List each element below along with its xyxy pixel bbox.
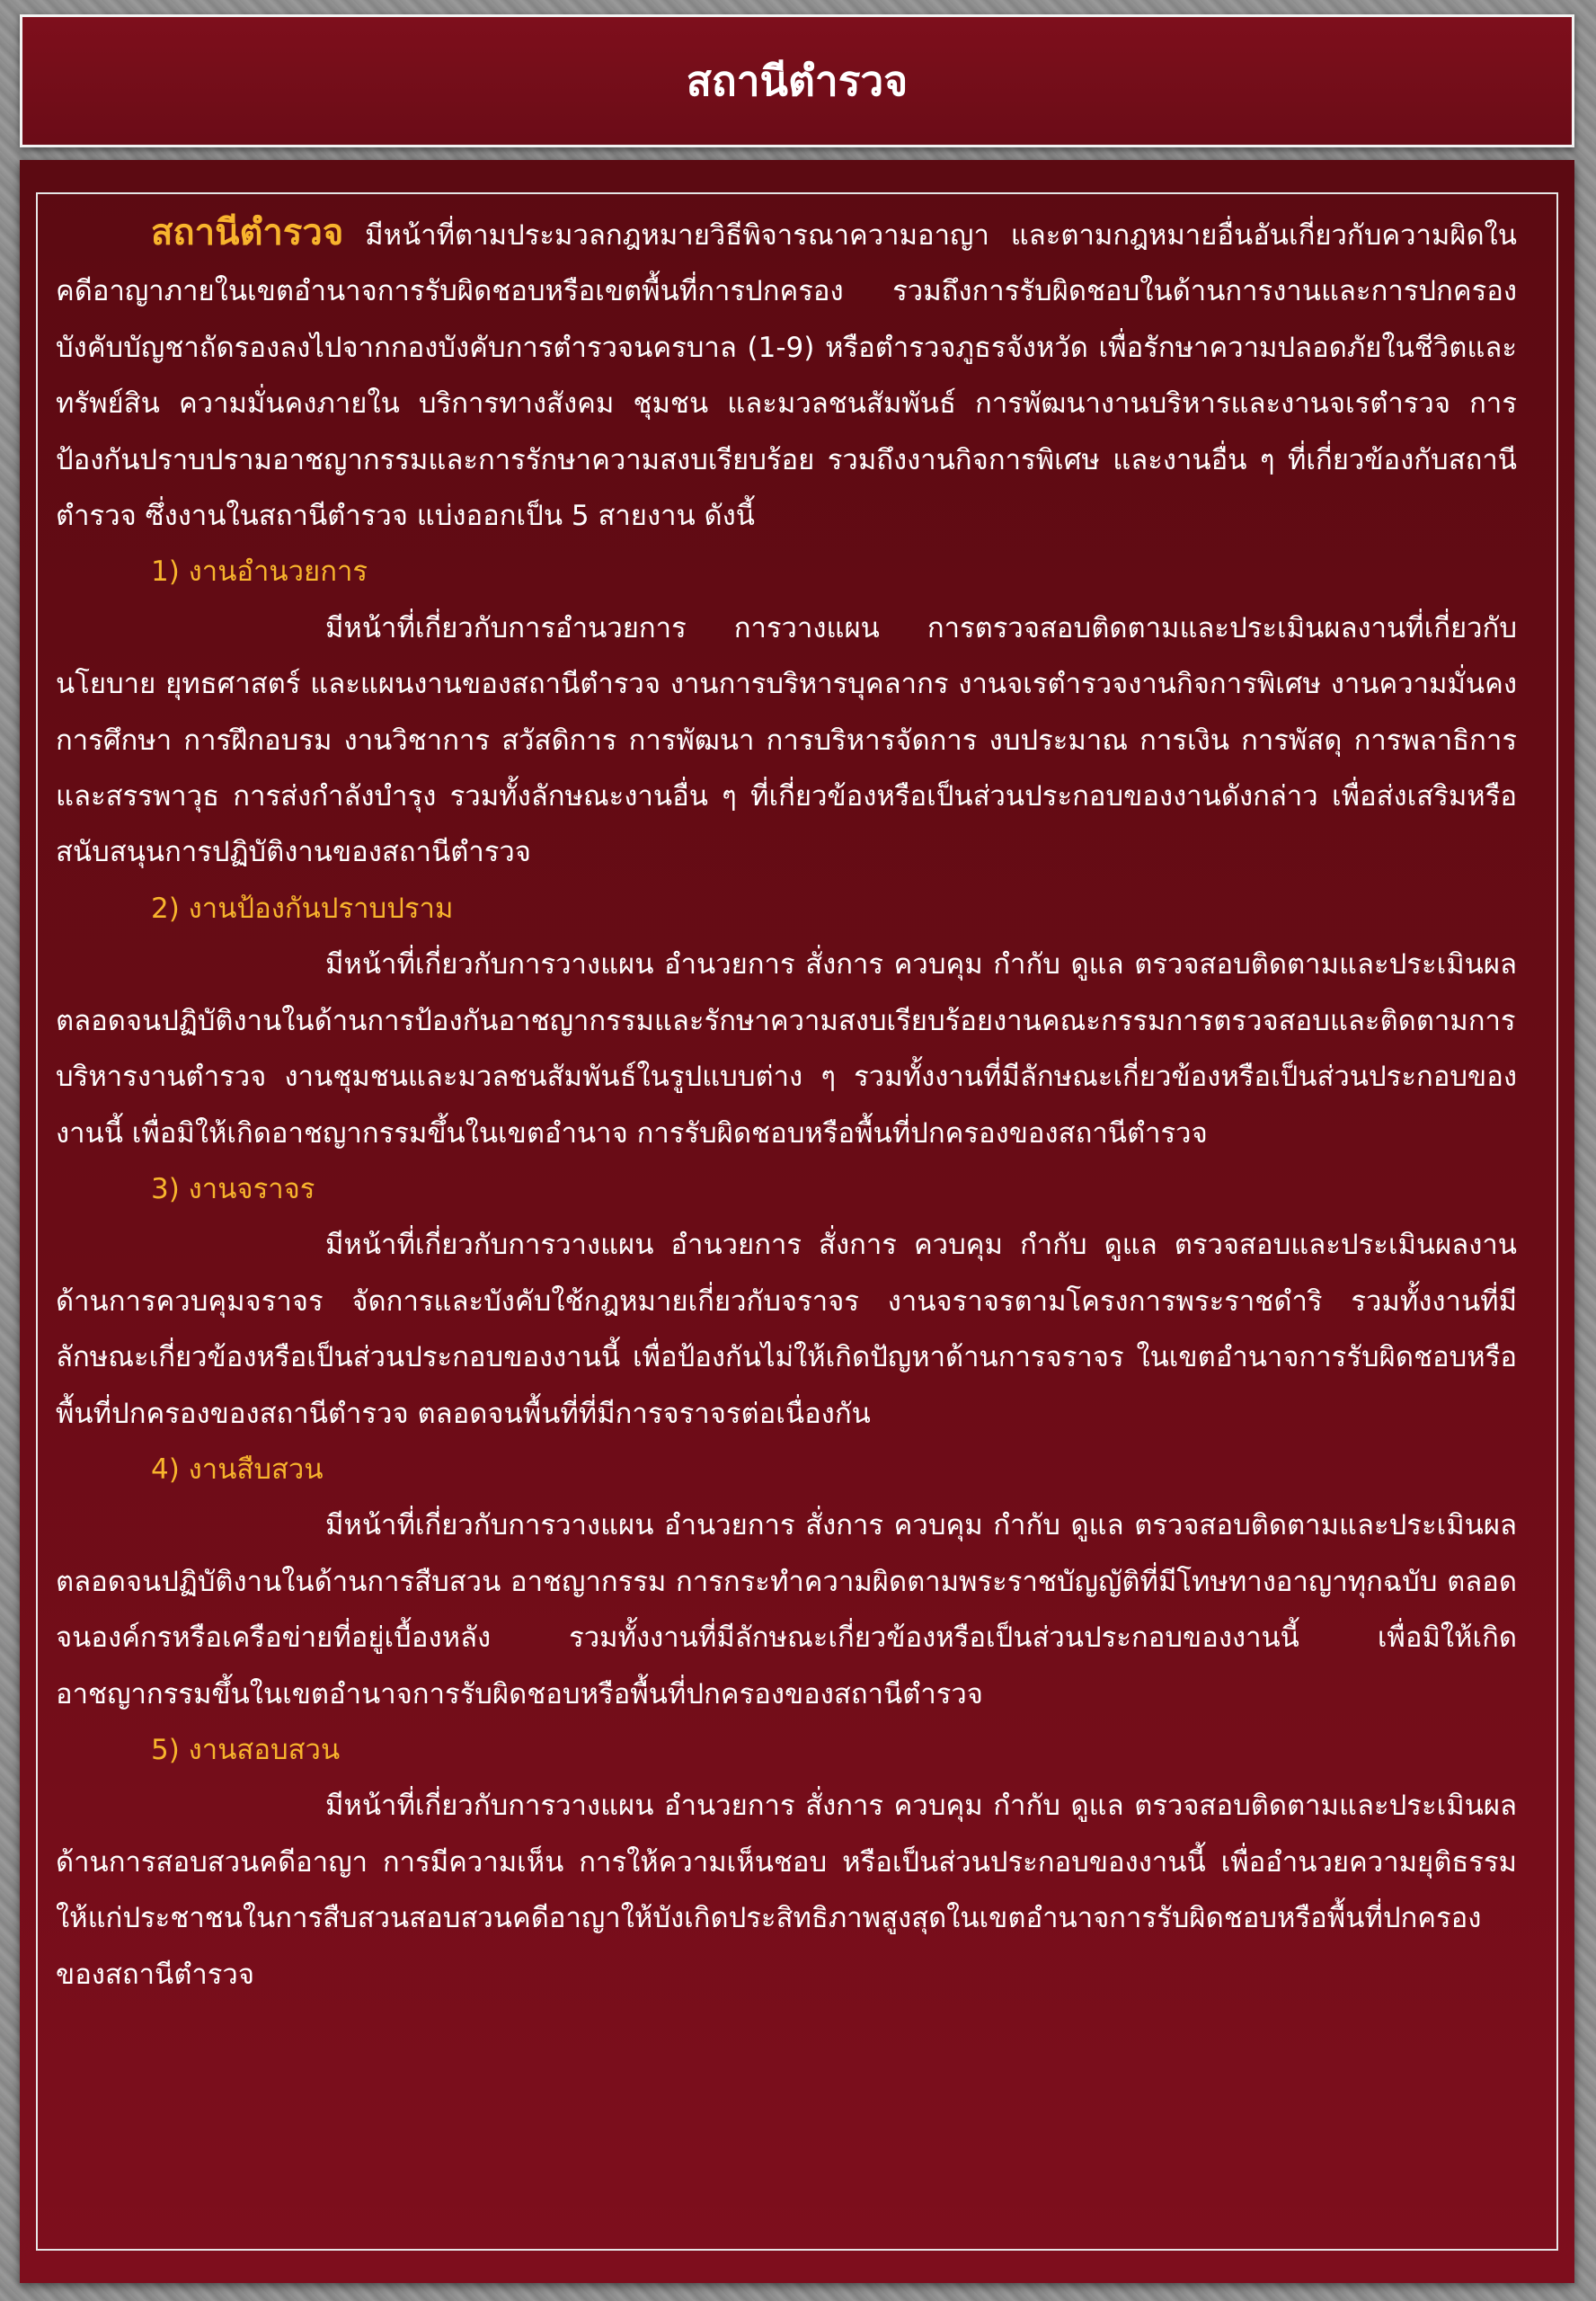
section-heading-prevention: 2) งานป้องกันปราบปราม — [151, 892, 454, 925]
section-body-admin: มีหน้าที่เกี่ยวกับการอำนวยการ การวางแผน การตรวจสอบติดตามและประเมินผลงานที่เกี่ยวกับนโยบาย ยุทธศาสตร์ และแผนงานของสถานีตำรวจ งานการบริหารบุคลากร งานจเรตำรวจงานกิจการพิเศษ งานความมั่นคง การศึกษา การฝึกอบรม งานวิชาการ สวัสดิการ การพัฒนา การบริหารจัดการ งบประมาณ การเงิน การพัสดุ การพลาธิการและสรรพาวุธ การส่งกำลังบำรุง รวมทั้งลักษณะงานอื่น ๆ ที่เกี่ยวข้องหรือเป็นส่วนประกอบของงานดังกล่าว เพื่อส่งเสริมหรือสนับสนุนการปฏิบัติงานของสถานีตำรวจ — [56, 611, 1517, 869]
section-heading-inquiry: 5) งานสอบสวน — [151, 1733, 341, 1766]
intro-paragraph — [56, 205, 1517, 544]
section-body-investigation: มีหน้าที่เกี่ยวกับการวางแผน อำนวยการ สั่งการ ควบคุม กำกับ ดูแล ตรวจสอบติดตามและประเมินผล ตลอดจนปฏิบัติงานในด้านการสืบสวน อาชญากรรม การกระทำความผิดตามพระราชบัญญัติที่มีโทษทางอาญาทุกฉบับ ตลอดจนองค์กรหรือเครือข่ายที่อยู่เบื้องหลัง รวมทั้งงานที่มีลักษณะเกี่ยวข้องหรือเป็นส่วนประกอบของงานนี้ เพื่อมิให้เกิดอาชญากรรมขึ้นในเขตอำนาจการรับผิดชอบหรือพื้นที่ปกครองของสถานีตำรวจ — [56, 1509, 1517, 1710]
section-heading-traffic: 3) งานจราจร — [151, 1172, 315, 1205]
content-panel — [20, 160, 1574, 2283]
section-heading-admin: 1) งานอำนวยการ — [151, 555, 368, 589]
content-body — [56, 205, 1517, 2003]
page-header — [20, 14, 1574, 147]
section-body-prevention: มีหน้าที่เกี่ยวกับการวางแผน อำนวยการ สั่งการ ควบคุม กำกับ ดูแล ตรวจสอบติดตามและประเมินผล ตลอดจนปฏิบัติงานในด้านการป้องกันอาชญากรรมและรักษาความสงบเรียบร้อยงานคณะกรรมการตรวจสอบและติดตามการบริหารงานตำรวจ งานชุมชนและมวลชนสัมพันธ์ในรูปแบบต่าง ๆ รวมทั้งงานที่มีลักษณะเกี่ยวข้องหรือเป็นส่วนประกอบของงานนี้ เพื่อมิให้เกิดอาชญากรรมขึ้นในเขตอำนาจ การรับผิดชอบหรือพื้นที่ปกครองของสถานีตำรวจ — [56, 948, 1517, 1150]
intro-text: มีหน้าที่ตามประมวลกฎหมายวิธีพิจารณาความอาญา และตามกฎหมายอื่นอันเกี่ยวกับความผิดในคดีอาญาภายในเขตอำนาจการรับผิดชอบหรือเขตพื้นที่การปกครอง รวมถึงการรับผิดชอบในด้านการงานและการปกครองบังคับบัญชาถัดรองลงไปจากกองบังคับการตำรวจนครบาล (1-9) หรือตำรวจภูธรจังหวัด เพื่อรักษาความปลอดภัยในชีวิตและทรัพย์สิน ความมั่นคงภายใน บริการทางสังคม ชุมชน และมวลชนสัมพันธ์ การพัฒนางานบริหารและงานจเรตำรวจ การป้องกันปราบปรามอาชญากรรมและการรักษาความสงบเรียบร้อย รวมถึงงานกิจการพิเศษ และงานอื่น ๆ ที่เกี่ยวข้องกับสถานีตำรวจ ซึ่งงานในสถานีตำรวจ แบ่งออกเป็น 5 สายงาน ดังนี้ — [56, 219, 1517, 533]
section-heading-investigation: 4) งานสืบสวน — [151, 1453, 324, 1486]
intro-keyword: สถานีตำรวจ — [151, 212, 344, 253]
section-body-traffic: มีหน้าที่เกี่ยวกับการวางแผน อำนวยการ สั่งการ ควบคุม กำกับ ดูแล ตรวจสอบและประเมินผลงานด้านการควบคุมจราจร จัดการและบังคับใช้กฎหมายเกี่ยวกับจราจร งานจราจรตามโครงการพระราชดำริ รวมทั้งงานที่มีลักษณะเกี่ยวข้องหรือเป็นส่วนประกอบของงานนี้ เพื่อป้องกันไม่ให้เกิดปัญหาด้านการจราจร ในเขตอำนาจการรับผิดชอบหรือพื้นที่ปกครองของสถานีตำรวจ ตลอดจนพื้นที่ที่มีการจราจรต่อเนื่องกัน — [56, 1229, 1517, 1430]
page-title: สถานีตำรวจ — [686, 56, 909, 105]
section-body-inquiry: มีหน้าที่เกี่ยวกับการวางแผน อำนวยการ สั่งการ ควบคุม กำกับ ดูแล ตรวจสอบติดตามและประเมินผลด้านการสอบสวนคดีอาญา การมีความเห็น การให้ความเห็นชอบ หรือเป็นส่วนประกอบของงานนี้ เพื่ออำนวยความยุติธรรมให้แก่ประชาชนในการสืบสวนสอบสวนคดีอาญาให้บังเกิดประสิทธิภาพสูงสุดในเขตอำนาจการรับผิดชอบหรือพื้นที่ปกครองของสถานีตำรวจ — [56, 1790, 1517, 1991]
